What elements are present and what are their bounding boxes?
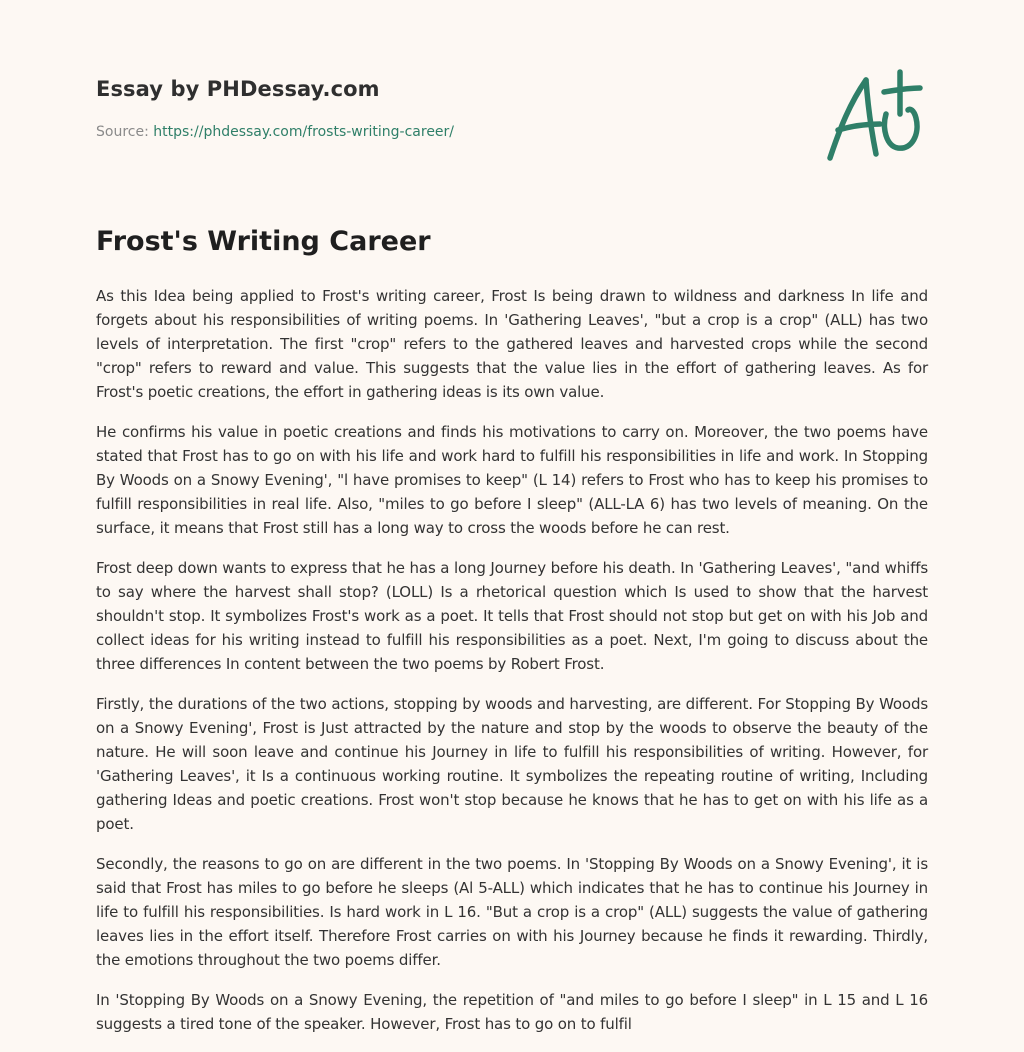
essay-paragraph: Firstly, the durations of the two actions, stopping by woods and harvesting, are different. For Stopping By Woods on a Snowy Evening', Frost is Just attracted by the nature and stop by the woods to observe the beauty of the nature. He will soon leave and continue his Journey in life to fulfill his responsibilities of writing. However, for 'Gathering Leaves', it Is a continuous working routine. It symbolizes the repeating routine of writing, Including gathering Ideas and poetic creations. Frost won't stop because he knows that he has to get on with his life as a poet. [96, 695, 928, 833]
essay-paragraph: In 'Stopping By Woods on a Snowy Evening, the repetition of "and miles to go before I sleep" in L 15 and L 16 suggests a tired tone of the speaker. However, Frost has to go on to fulfil [96, 991, 928, 1033]
essay-body [96, 284, 928, 1052]
essay-title: Frost's Writing Career [96, 226, 431, 257]
a-plus-logo-icon [824, 68, 928, 168]
essay-paragraph: Frost deep down wants to express that he has a long Journey before his death. In 'Gathering Leaves', "and whiffs to say where the harvest shall stop? (LOLL) Is a rhetorical question which Is used to show that the harvest shouldn't stop. It symbolizes Frost's work as a poet. It tells that Frost should not stop but get on with his Job and collect ideas for his writing instead to fulfill his responsibilities as a poet. Next, I'm going to discuss about the three differences In content between the two poems by Robert Frost. [96, 559, 928, 673]
site-title: Essay by PHDessay.com [96, 77, 380, 101]
source-link[interactable]: https://phdessay.com/frosts-writing-career/ [153, 124, 455, 140]
essay-paragraph: As this Idea being applied to Frost's writing career, Frost Is being drawn to wildness and darkness In life and forgets about his responsibilities of writing poems. In 'Gathering Leaves', "but a crop is a crop" (ALL) has two levels of interpretation. The first "crop" refers to the gathered leaves and harvested crops while the second "crop" refers to reward and value. This suggests that the value lies in the effort of gathering leaves. As for Frost's poetic creations, the effort in gathering ideas is its own value. [96, 287, 928, 401]
essay-paragraph: Secondly, the reasons to go on are different in the two poems. In 'Stopping By Woods on a Snowy Evening', it is said that Frost has miles to go before he sleeps (Al 5-ALL) which indicates that he has to continue his Journey in life to fulfill his responsibilities. Is hard work in L 16. "But a crop is a crop" (ALL) suggests the value of gathering leaves lies in the effort itself. Therefore Frost carries on with his Journey because he finds it rewarding. Thirdly, the emotions throughout the two poems differ. [96, 855, 928, 969]
source-line [96, 124, 454, 140]
source-label: Source: [96, 124, 154, 140]
essay-paragraph: He confirms his value in poetic creations and finds his motivations to carry on. Moreover, the two poems have stated that Frost has to go on with his life and work hard to fulfill his responsibilities in life and work. In Stopping By Woods on a Snowy Evening', "l have promises to keep" (L 14) refers to Frost who has to keep his promises to fulfill responsibilities in real life. Also, "miles to go before I sleep" (ALL-LA 6) has two levels of meaning. On the surface, it means that Frost still has a long way to cross the woods before he can rest. [96, 423, 928, 537]
